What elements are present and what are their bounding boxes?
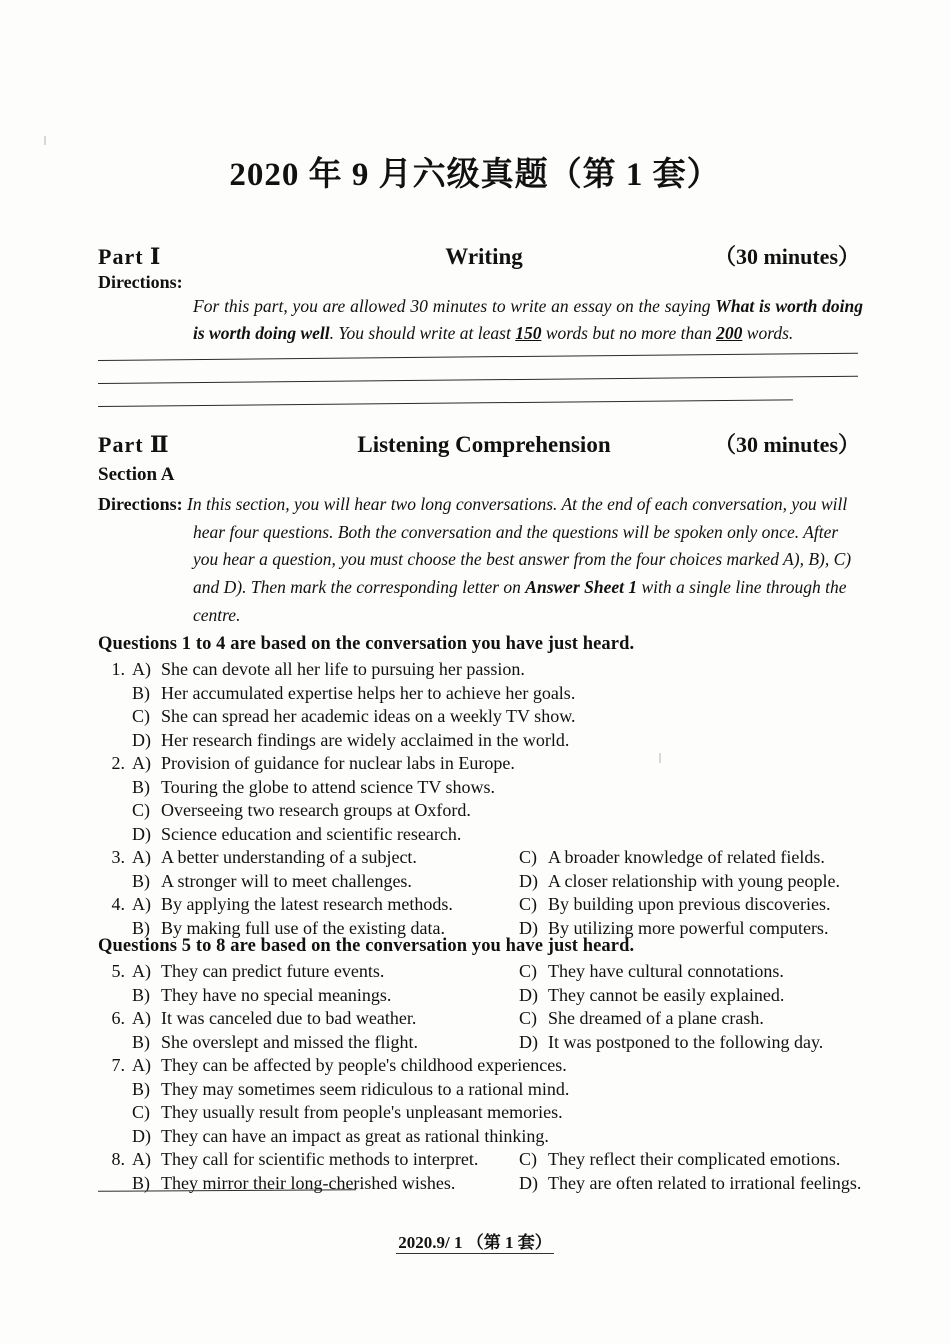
answer-option[interactable] [132,893,519,916]
question-option-row [98,984,868,1008]
option-text: By applying the latest research methods. [161,894,453,914]
answer-option[interactable] [132,729,569,752]
part1-header [98,240,860,271]
option-text: They cannot be easily explained. [548,984,785,1005]
part1-dir-max-words: 200 [716,322,743,343]
answer-option[interactable] [132,682,575,705]
part1-directions [98,272,863,346]
answer-option[interactable] [132,1148,519,1171]
part1-dir-text-2: . You should write at least [329,322,516,343]
option-letter: B) [132,984,150,1005]
answer-option[interactable] [132,823,519,846]
answer-option[interactable] [132,1031,519,1054]
part1-directions-label: Directions: [98,272,183,292]
part1-title: Writing [445,244,523,269]
page-title: 2020 年 9 月六级真题（第 1 套） [229,157,721,193]
option-text: They can predict future events. [161,961,385,981]
option-letter: D) [519,984,538,1005]
option-text: Provision of guidance for nuclear labs in Europe. [161,753,515,773]
part1-dir-topic: What is worth doing is worth doing well [193,296,863,343]
option-text: It was postponed to the following day. [548,1031,824,1052]
group2-questions [98,960,868,1195]
option-text: By utilizing more powerful computers. [548,917,829,938]
answer-option[interactable] [132,799,519,822]
question-option-row [98,799,868,823]
question-option-row [98,1125,868,1149]
answer-option[interactable] [132,1125,549,1148]
part1-label: Part Ⅰ [98,244,162,269]
question-option-row [98,870,868,894]
option-letter: C) [519,894,537,914]
question-option-row [98,658,868,682]
answer-option[interactable] [519,1031,868,1054]
option-letter: B) [132,682,150,703]
option-text: A stronger will to meet challenges. [161,870,412,891]
option-letter: C) [519,961,537,981]
option-letter: A) [132,1055,151,1075]
option-text: Overseeing two research groups at Oxford. [161,800,471,820]
section-a-label: Section A [98,464,175,485]
answer-option[interactable] [519,893,868,916]
option-text: She dreamed of a plane crash. [548,1008,764,1028]
part2-label: Part Ⅱ [98,432,170,457]
part2-dir-text-1: In this section, you will hear two long conversations. At the end of each conversation, you will hear four questions. Both the conversation and the questions will be spoken only once. After you hear a question, you must choose the best answer from the four choices marked A), B), C) and D). Then mark the corresponding letter on [187,494,852,597]
question-option-row [98,1078,868,1102]
page-footer [0,1228,950,1253]
option-letter: C) [132,706,150,726]
question-number: 8. [111,1149,125,1169]
answer-option[interactable] [519,870,868,893]
answer-option[interactable] [132,846,519,869]
question-option-row [98,752,868,776]
option-letter: C) [519,1008,537,1028]
part2-header [98,428,860,459]
part1-dir-text-3: words but no more than [541,322,717,343]
option-letter: D) [132,823,151,844]
option-letter: A) [132,1008,151,1028]
part1-time: （30 minutes） [713,244,860,269]
option-text: Her research findings are widely acclaimed in the world. [161,729,570,750]
part1-dir-min-words: 150 [515,322,542,343]
group1-heading: Questions 1 to 4 are based on the conversation you have just heard. [98,634,635,654]
answer-option[interactable] [519,1007,868,1030]
option-letter: C) [132,1102,150,1122]
option-letter: C) [132,800,150,820]
question-option-row [98,960,868,984]
question-option-row [98,1101,868,1125]
option-letter: C) [519,847,537,867]
answer-option[interactable] [132,658,525,681]
answer-option[interactable] [132,776,519,799]
answer-option[interactable] [132,1078,569,1101]
question-number: 1. [111,659,125,679]
part2-time: （30 minutes） [713,432,860,457]
question-option-row [98,1148,868,1172]
option-text: A broader knowledge of related fields. [548,847,825,867]
question-option-row [98,823,868,847]
option-text: They can be affected by people's childhood experiences. [161,1055,567,1075]
option-letter: B) [132,870,150,891]
option-letter: D) [519,1172,538,1193]
option-text: She can spread her academic ideas on a weekly TV show. [161,706,576,726]
option-letter: D) [519,870,538,891]
option-text: By building upon previous discoveries. [548,894,831,914]
option-text: By making full use of the existing data. [161,917,445,938]
option-text: It was canceled due to bad weather. [161,1008,417,1028]
option-text: She overslept and missed the flight. [161,1031,418,1052]
part1-dir-text-4: words. [742,322,794,343]
answer-option[interactable] [132,752,519,775]
part2-directions-label: Directions: [98,494,183,514]
question-number: 7. [111,1055,125,1075]
question-option-row [98,846,868,870]
part1-directions-body [193,293,863,346]
writing-rule-1 [98,353,858,361]
option-letter: A) [132,1149,151,1169]
part1-dir-text-1: For this part, you are allowed 30 minutes to write an essay on the saying [193,296,716,316]
option-text: They reflect their complicated emotions. [548,1149,841,1169]
question-option-row [98,893,868,917]
scan-speck [659,753,661,763]
option-text: A closer relationship with young people. [548,870,840,891]
answer-option[interactable] [132,1054,567,1077]
part2-directions [98,490,863,629]
option-text: They can have an impact as great as rational thinking. [161,1125,549,1146]
option-text: They usually result from people's unpleasant memories. [161,1102,563,1122]
answer-option[interactable] [519,1172,868,1195]
question-option-row [98,1007,868,1031]
option-letter: D) [132,729,151,750]
option-letter: D) [132,1125,151,1146]
option-letter: A) [132,961,151,981]
option-text: They call for scientific methods to interpret. [161,1149,479,1169]
option-letter: D) [519,917,538,938]
option-text: Her accumulated expertise helps her to achieve her goals. [161,682,576,703]
part2-dir-text-2: with a single line through the centre. [193,576,847,625]
question-option-row [98,729,868,753]
writing-rule-3 [98,399,793,407]
option-text: They have no special meanings. [161,984,392,1005]
question-option-row [98,1054,868,1078]
footer-text: 2020.9/ 1 （第 1 套） [398,1233,552,1252]
answer-option[interactable] [132,1101,563,1124]
option-text: They may sometimes seem ridiculous to a rational mind. [161,1078,570,1099]
option-text: They have cultural connotations. [548,961,784,981]
question-number: 5. [111,961,125,981]
option-letter: B) [132,1078,150,1099]
option-letter: A) [132,659,151,679]
answer-option[interactable] [519,846,868,869]
option-letter: B) [132,917,150,938]
part2-directions-body [187,494,851,625]
answer-option[interactable] [519,984,868,1007]
answer-option[interactable] [519,960,868,983]
option-text: A better understanding of a subject. [161,847,417,867]
answer-option[interactable] [132,870,519,893]
option-letter: C) [519,1149,537,1169]
question-number: 2. [111,753,125,773]
option-text: Touring the globe to attend science TV shows. [161,776,496,797]
group2-heading: Questions 5 to 8 are based on the conversation you have just heard. [98,936,635,956]
answer-option[interactable] [132,960,519,983]
question-option-row [98,776,868,800]
answer-option[interactable] [132,1172,519,1195]
question-number: 4. [111,894,125,914]
option-letter: A) [132,847,151,867]
option-text: Science education and scientific research. [161,823,462,844]
option-text: They are often related to irrational feelings. [548,1172,862,1193]
option-text: She can devote all her life to pursuing her passion. [161,659,525,679]
answer-option[interactable] [132,1007,519,1030]
question-option-row [98,705,868,729]
option-letter: B) [132,1031,150,1052]
option-letter: D) [519,1031,538,1052]
question-option-row [98,1172,868,1196]
part2-dir-answer-sheet: Answer Sheet 1 [525,576,638,597]
group1-questions [98,658,868,940]
answer-option[interactable] [132,984,519,1007]
part2-title: Listening Comprehension [357,432,611,457]
option-letter: A) [132,753,151,773]
option-letter: A) [132,894,151,914]
option-text: They mirror their long-cherished wishes. [161,1172,456,1193]
scan-speck [44,136,46,145]
option-letter: B) [132,1172,150,1193]
question-option-row [98,682,868,706]
question-number: 3. [111,847,125,867]
writing-rule-2 [98,376,858,384]
answer-option[interactable] [132,705,576,728]
question-number: 6. [111,1008,125,1028]
option-letter: B) [132,776,150,797]
answer-option[interactable] [519,1148,868,1171]
question-option-row [98,1031,868,1055]
